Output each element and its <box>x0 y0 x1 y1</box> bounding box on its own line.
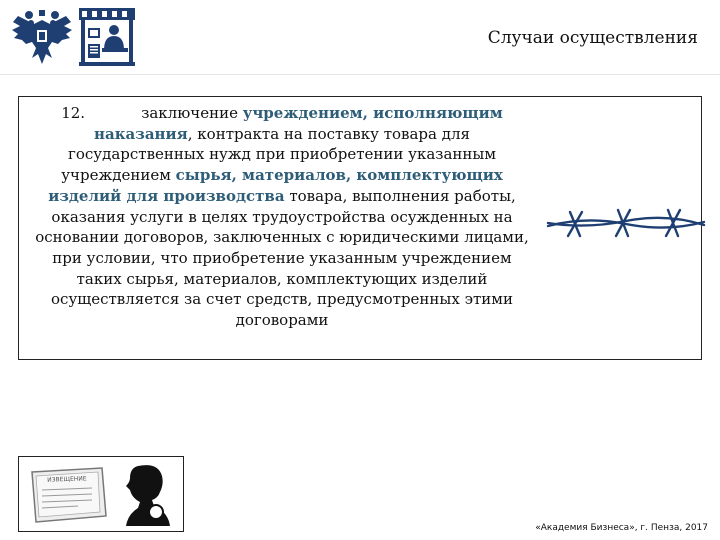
notice-label: ИЗВЕЩЕНИЕ <box>47 475 87 484</box>
highlight-materials: сырья, материалов, комплектующих изделий для производства <box>48 166 503 205</box>
shop-kiosk-icon <box>76 6 138 68</box>
notice-document-icon <box>28 466 110 524</box>
highlight-institution: учреждением, исполняющим наказания <box>94 104 503 143</box>
text-segment: , контракта на поставку товара для государственных нужд при приобретении указанным учреждением <box>61 124 496 185</box>
russian-coat-of-arms-icon <box>10 6 74 68</box>
item-number: 12. <box>61 104 86 122</box>
main-paragraph <box>28 103 536 331</box>
page-title: Случаи осуществления <box>487 28 698 48</box>
header-bar <box>0 0 720 75</box>
footer-copyright: «Академия Бизнеса», г. Пенза, 2017 <box>535 523 708 533</box>
text-segment: товара, выполнения работы, оказания услуги в целях трудоустройства осужденных на основании договоров, заключенных с юридическими лицами, при условии, что приобретение указанным учреждением таких сырья, материалов, комплектующих изделий осуществляется за счет средств, предусмотренных этими договорами <box>35 186 529 330</box>
barbed-wire-icon <box>546 204 706 244</box>
text-segment: заключение <box>141 104 243 122</box>
person-silhouette-icon <box>118 462 174 528</box>
